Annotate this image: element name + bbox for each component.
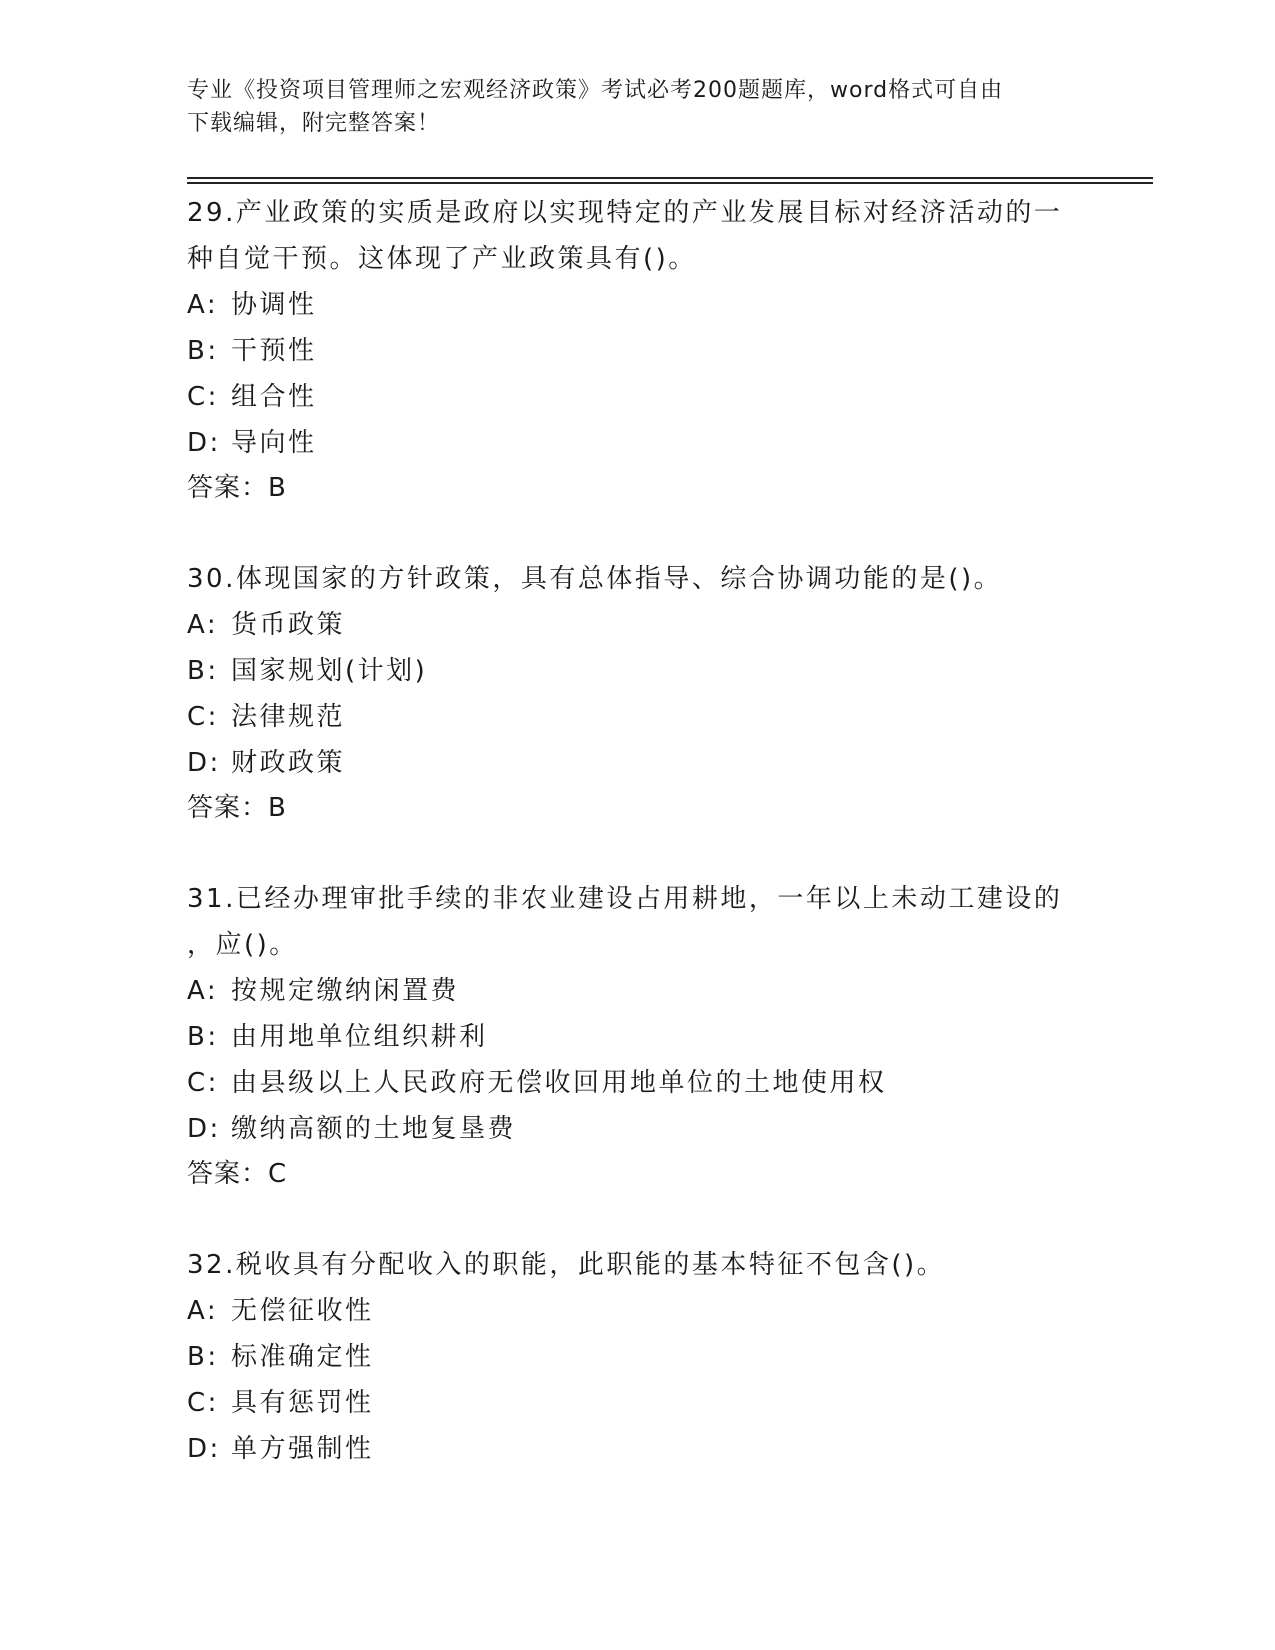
answer-line: 答案：B	[187, 793, 287, 823]
option-letter: A:	[187, 976, 219, 1006]
option-c	[187, 1060, 1087, 1106]
question-32	[187, 1242, 1087, 1472]
option-letter: C:	[187, 702, 219, 732]
option-letter: A:	[187, 610, 219, 640]
question-stem-line: 30.体现国家的方针政策，具有总体指导、综合协调功能的是()。	[187, 564, 1003, 594]
question-list	[187, 190, 1087, 1518]
option-letter: C:	[187, 382, 219, 412]
answer-line: 答案：C	[187, 1159, 288, 1189]
option-b	[187, 1014, 1087, 1060]
header-line-1: 专业《投资项目管理师之宏观经济政策》考试必考200题题库，word格式可自由	[187, 78, 1004, 103]
option-text: 缴纳高额的土地复垦费	[231, 1114, 517, 1144]
option-letter: A:	[187, 1296, 219, 1326]
option-letter: C:	[187, 1068, 219, 1098]
option-c	[187, 374, 1087, 420]
option-c	[187, 694, 1087, 740]
option-text: 法律规范	[231, 702, 346, 732]
option-text: 标准确定性	[231, 1342, 374, 1372]
option-letter: C:	[187, 1388, 219, 1418]
option-text: 具有惩罚性	[231, 1388, 374, 1418]
option-a	[187, 602, 1087, 648]
option-b	[187, 328, 1087, 374]
option-b	[187, 1334, 1087, 1380]
header-divider-bottom	[187, 182, 1153, 184]
option-text: 导向性	[231, 428, 317, 458]
document-header	[187, 74, 1087, 140]
option-text: 由县级以上人民政府无偿收回用地单位的土地使用权	[231, 1068, 887, 1098]
question-30	[187, 556, 1087, 830]
option-text: 财政政策	[231, 748, 346, 778]
option-letter: B:	[187, 1342, 219, 1372]
option-a	[187, 1288, 1087, 1334]
option-letter: D:	[187, 1434, 221, 1464]
question-stem-line: ，应()。	[187, 930, 298, 960]
question-31	[187, 876, 1087, 1196]
option-b	[187, 648, 1087, 694]
option-text: 由用地单位组织耕利	[231, 1022, 488, 1052]
option-letter: B:	[187, 1022, 219, 1052]
option-text: 无偿征收性	[231, 1296, 374, 1326]
option-text: 干预性	[231, 336, 317, 366]
option-text: 货币政策	[231, 610, 346, 640]
option-text: 按规定缴纳闲置费	[231, 976, 460, 1006]
option-letter: B:	[187, 336, 219, 366]
option-a	[187, 968, 1087, 1014]
option-d	[187, 420, 1087, 466]
question-stem-line: 29.产业政策的实质是政府以实现特定的产业发展目标对经济活动的一	[187, 198, 1063, 228]
option-text: 协调性	[231, 290, 317, 320]
header-divider-top	[187, 177, 1153, 179]
option-letter: D:	[187, 1114, 221, 1144]
option-text: 国家规划(计划)	[231, 656, 428, 686]
option-d	[187, 740, 1087, 786]
question-stem-line: 种自觉干预。这体现了产业政策具有()。	[187, 244, 697, 274]
question-stem-line: 31.已经办理审批手续的非农业建设占用耕地，一年以上未动工建设的	[187, 884, 1063, 914]
option-letter: A:	[187, 290, 219, 320]
option-c	[187, 1380, 1087, 1426]
option-text: 单方强制性	[231, 1434, 374, 1464]
answer-line: 答案：B	[187, 473, 287, 503]
option-text: 组合性	[231, 382, 317, 412]
option-letter: D:	[187, 428, 221, 458]
question-29	[187, 190, 1087, 510]
question-stem-line: 32.税收具有分配收入的职能，此职能的基本特征不包含()。	[187, 1250, 946, 1280]
option-a	[187, 282, 1087, 328]
option-letter: D:	[187, 748, 221, 778]
option-d	[187, 1426, 1087, 1472]
option-letter: B:	[187, 656, 219, 686]
header-line-2: 下载编辑，附完整答案！	[187, 111, 441, 136]
option-d	[187, 1106, 1087, 1152]
